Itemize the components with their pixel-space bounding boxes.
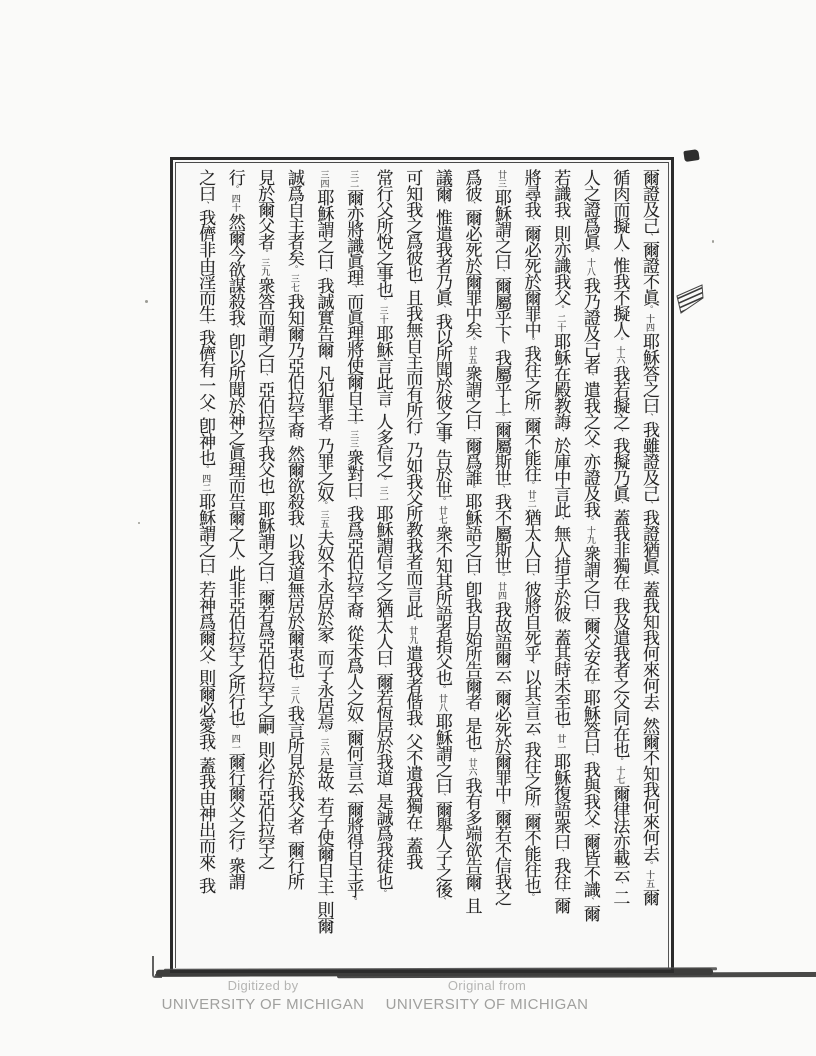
scan-speck <box>145 300 148 303</box>
punctuation-mark: 、 <box>437 793 447 801</box>
punctuation-mark: 、 <box>556 217 566 225</box>
verse-number: 三五 <box>318 510 329 528</box>
verse-number: 十九 <box>584 526 595 544</box>
punctuation-mark: 、 <box>349 793 359 801</box>
punctuation-mark: 、 <box>289 525 299 533</box>
punctuation-mark: 、 <box>437 305 447 313</box>
verse-number: 三二 <box>348 170 359 188</box>
punctuation-mark: 。 <box>615 337 625 345</box>
punctuation-mark: 。 <box>497 801 507 809</box>
digitization-footer <box>0 978 816 1024</box>
punctuation-mark: 。 <box>260 493 270 501</box>
verse-number: 三四 <box>318 170 329 188</box>
verse-number: 廿二 <box>525 490 536 508</box>
punctuation-mark: 、 <box>349 497 359 505</box>
punctuation-mark: 、 <box>319 641 329 649</box>
scan-smudge-line <box>156 968 713 976</box>
punctuation-mark: 、 <box>585 825 595 833</box>
punctuation-mark: 。 <box>497 413 507 421</box>
punctuation-mark: 、 <box>319 269 329 277</box>
verse-number: 十七 <box>614 766 625 784</box>
verse-number: 廿七 <box>436 506 447 524</box>
punctuation-mark: 。 <box>319 729 329 737</box>
punctuation-mark: 、 <box>497 269 507 277</box>
scan-corner-mark <box>152 956 162 978</box>
punctuation-mark: 、 <box>497 681 507 689</box>
verse-number: 三九 <box>259 258 270 276</box>
punctuation-mark: 、 <box>615 501 625 509</box>
punctuation-mark: 、 <box>615 881 625 889</box>
text-column: 可知我之爲彼也、且我無自主而有所行、乃如我父所教我者而言此。廿九遣我者偕我、父不遺我獨在、蓋我 <box>402 169 423 869</box>
punctuation-mark: 、 <box>645 413 654 421</box>
verse-number: 二十 <box>555 314 566 332</box>
punctuation-mark: 。 <box>497 573 507 581</box>
punctuation-mark: 、 <box>585 753 595 761</box>
punctuation-mark: 、 <box>585 373 595 381</box>
punctuation-mark: 、 <box>201 409 211 417</box>
punctuation-mark: 、 <box>467 709 477 717</box>
punctuation-mark: 。 <box>349 421 359 429</box>
punctuation-mark: 、 <box>467 201 477 209</box>
text-column: 見於爾父者。三九衆答而謂之曰、亞伯拉罕我父也。耶穌謂之曰、爾若爲亞伯拉罕之嗣、則必行亞伯拉罕之 <box>254 169 275 869</box>
punctuation-mark: 、 <box>497 341 507 349</box>
punctuation-mark: 。 <box>408 617 418 625</box>
punctuation-mark: 。 <box>467 485 477 493</box>
punctuation-mark: 、 <box>201 661 211 669</box>
text-column: 若識我、則亦識我父。二十耶穌在殿教誨、於庫中言此、無人措手於彼、蓋其時未至也。廿一耶穌復語衆曰、我往、爾 <box>550 169 571 913</box>
punctuation-mark: 、 <box>289 437 299 445</box>
punctuation-mark: 、 <box>289 833 299 841</box>
punctuation-mark: 、 <box>467 429 477 437</box>
punctuation-mark: 、 <box>645 709 654 717</box>
punctuation-mark: 、 <box>319 893 329 901</box>
verse-number: 廿一 <box>555 734 566 752</box>
scan-ink-blob <box>683 149 699 162</box>
punctuation-mark: 、 <box>556 429 566 437</box>
verse-number: 廿八 <box>436 694 447 712</box>
punctuation-mark: 、 <box>645 573 654 581</box>
verse-number: 三七 <box>288 274 299 292</box>
punctuation-mark: 。 <box>349 897 359 905</box>
verse-number: 廿六 <box>466 758 477 776</box>
punctuation-mark: 。 <box>556 725 566 733</box>
verse-number: 三三 <box>348 430 359 448</box>
punctuation-mark: 、 <box>497 485 507 493</box>
punctuation-mark: 、 <box>378 405 388 413</box>
punctuation-mark: 、 <box>408 281 418 289</box>
text-column: 之曰、我儕非由淫而生、我儕有一父、卽神也。四二耶穌謂之曰、若神爲爾父、則爾必愛我、蓋我由神出而來、我 <box>195 169 216 893</box>
punctuation-mark: 、 <box>408 829 418 837</box>
scan-speck <box>712 240 714 243</box>
punctuation-mark: 。 <box>378 477 388 485</box>
punctuation-mark: 。 <box>378 297 388 305</box>
original-from-stamp <box>356 978 618 1013</box>
punctuation-mark: 。 <box>556 305 566 313</box>
punctuation-mark: 。 <box>437 685 447 693</box>
punctuation-mark: 、 <box>556 849 566 857</box>
punctuation-mark: 、 <box>556 889 566 897</box>
punctuation-mark: 、 <box>526 805 536 813</box>
punctuation-mark: 、 <box>526 573 536 581</box>
punctuation-mark: 、 <box>437 441 447 449</box>
punctuation-mark: 。 <box>319 501 329 509</box>
punctuation-mark: 、 <box>556 517 566 525</box>
verse-number: 十六 <box>614 346 625 364</box>
text-column: 行。四十然爾今欲謀殺我、卽以所聞於神之眞理而告爾之人、此非亞伯拉罕之所行也。四一爾行爾父之行。衆謂 <box>224 169 245 889</box>
original-from-org: UNIVERSITY OF MICHIGAN <box>385 996 589 1013</box>
punctuation-mark: 、 <box>349 285 359 293</box>
punctuation-mark: 、 <box>349 721 359 729</box>
punctuation-mark: 、 <box>526 409 536 417</box>
punctuation-mark: 、 <box>585 897 595 905</box>
text-column: 常行父所悅之事也。三十耶穌言此言、人多信之。三一耶穌謂信之之猶太人曰、爾若恆居於我道、是誠爲我徒也。 <box>372 169 393 897</box>
digitized-by-org: UNIVERSITY OF MICHIGAN <box>161 996 365 1013</box>
punctuation-mark: 、 <box>615 249 625 257</box>
verse-number: 四一 <box>229 734 240 752</box>
punctuation-mark: 。 <box>645 305 654 313</box>
digitized-by-label: Digitized by <box>227 978 299 993</box>
punctuation-mark: 、 <box>467 889 477 897</box>
verse-number: 三八 <box>288 686 299 704</box>
punctuation-mark: 、 <box>645 501 654 509</box>
punctuation-mark: 、 <box>378 665 388 673</box>
punctuation-mark: 、 <box>201 321 211 329</box>
punctuation-mark: 、 <box>201 573 211 581</box>
punctuation-mark: 、 <box>260 581 270 589</box>
punctuation-mark: 、 <box>201 201 211 209</box>
punctuation-mark: 、 <box>349 617 359 625</box>
text-column: 爲彼、爾必死於爾罪中矣。廿五衆謂之曰、爾爲誰。耶穌語之曰、卽我自始所告爾者、是也。廿六我有多端欲告爾、且 <box>461 169 482 913</box>
text-column: 人之證爲眞。十八我乃證及己者、遣我之父、亦證及我。十九衆謂之曰、爾父安在。耶穌答曰、我與我父、爾皆不識、爾 <box>579 169 600 921</box>
punctuation-mark: 。 <box>615 757 625 765</box>
original-from-label: Original from <box>447 978 527 993</box>
text-column: 爾證及己、爾證不眞。十四耶穌答之曰、我雖證及己、我證猶眞、蓋我知我何來何去、然爾不知我何來何去。十五爾 <box>639 169 659 905</box>
punctuation-mark: 、 <box>230 557 240 565</box>
punctuation-mark: 、 <box>319 789 329 797</box>
punctuation-mark: 、 <box>260 373 270 381</box>
verse-number: 廿四 <box>496 582 507 600</box>
punctuation-mark: 。 <box>585 681 595 689</box>
punctuation-mark: 、 <box>319 357 329 365</box>
verse-number: 十五 <box>644 870 654 888</box>
verse-number: 十八 <box>584 258 595 276</box>
punctuation-mark: 。 <box>437 497 447 505</box>
verse-number: 四十 <box>229 194 240 212</box>
punctuation-mark: 。 <box>467 749 477 757</box>
text-column: 議爾、惟遣我者乃眞、我以所聞於彼之事、告於世。廿七衆不知其所語者指父也。廿八耶穌謂之曰、爾舉人子之後、 <box>431 169 452 905</box>
verse-number: 三六 <box>318 738 329 756</box>
text-column: 三四耶穌謂之曰、我誠實告爾、凡犯罪者、乃罪之奴。三五夫奴不永居於家、而子永居焉。三六是故、若子使爾自主、則爾 <box>313 170 334 933</box>
scan-speck <box>138 522 140 524</box>
punctuation-mark: 、 <box>615 589 625 597</box>
punctuation-mark: 。 <box>526 893 536 901</box>
text-block <box>184 169 664 961</box>
verse-number: 十四 <box>644 314 654 332</box>
verse-number: 廿三 <box>496 170 507 188</box>
punctuation-mark: 。 <box>378 889 388 897</box>
verse-number: 廿九 <box>407 626 418 644</box>
text-column: 誠爲自主者矣。三七我知爾乃亞伯拉罕裔、然爾欲殺我、以我道無居於爾衷也。三八我言所見於我父者、爾行所 <box>283 169 304 889</box>
punctuation-mark: 。 <box>260 249 270 257</box>
punctuation-mark: 。 <box>526 481 536 489</box>
digitized-by-stamp <box>132 978 394 1013</box>
punctuation-mark: 、 <box>585 609 595 617</box>
verse-number: 三十 <box>377 306 388 324</box>
punctuation-mark: 、 <box>437 897 447 905</box>
text-column: 循肉而擬人、惟我不擬人。十六我若擬之、我擬乃眞、蓋我非獨在、我及遣我者之父同在也。十七爾律法亦載云、二 <box>609 169 630 905</box>
punctuation-mark: 。 <box>289 677 299 685</box>
punctuation-mark: 、 <box>319 429 329 437</box>
punctuation-mark: 、 <box>585 445 595 453</box>
punctuation-mark: 、 <box>526 733 536 741</box>
punctuation-mark: 、 <box>526 661 536 669</box>
punctuation-mark: 。 <box>585 517 595 525</box>
punctuation-mark: 、 <box>467 573 477 581</box>
punctuation-mark: 。 <box>230 725 240 733</box>
text-column: 將尋我、爾必死於爾罪中。我往之所、爾不能往。廿二猶太人曰、彼將自死乎、以其言云、我往之所、爾不能往也。 <box>520 169 541 901</box>
punctuation-mark: 、 <box>645 233 654 241</box>
punctuation-mark: 。 <box>467 337 477 345</box>
punctuation-mark: 、 <box>408 725 418 733</box>
verse-number: 廿五 <box>466 346 477 364</box>
margin-hatch-icon <box>676 283 704 315</box>
punctuation-mark: 、 <box>615 429 625 437</box>
punctuation-mark: 、 <box>201 749 211 757</box>
text-column: 三二爾亦將識眞理、而眞理將使爾自主。三三衆對曰、我爲亞伯拉罕裔、從未爲人之奴、爾何言云、爾將得自主乎。 <box>343 170 364 905</box>
punctuation-mark: 。 <box>230 849 240 857</box>
punctuation-mark: 。 <box>585 249 595 257</box>
punctuation-mark: 。 <box>201 465 211 473</box>
text-column: 廿三耶穌謂之曰、爾屬乎下、我屬乎上。爾屬斯世、我不屬斯世。廿四我故語爾云、爾必死於爾罪中。爾若不信我之 <box>491 170 512 905</box>
punctuation-mark: 、 <box>201 869 211 877</box>
punctuation-mark: 、 <box>556 621 566 629</box>
punctuation-mark: 。 <box>230 185 240 193</box>
punctuation-mark: 、 <box>526 217 536 225</box>
punctuation-mark: 、 <box>260 733 270 741</box>
verse-number: 三一 <box>377 486 388 504</box>
punctuation-mark: 、 <box>230 325 240 333</box>
punctuation-mark: 、 <box>408 433 418 441</box>
punctuation-mark: 。 <box>645 861 654 869</box>
text-frame <box>170 157 674 973</box>
verse-number: 四二 <box>200 474 211 492</box>
punctuation-mark: 、 <box>378 785 388 793</box>
punctuation-mark: 、 <box>437 201 447 209</box>
punctuation-mark: 。 <box>289 265 299 273</box>
punctuation-mark: 。 <box>526 337 536 345</box>
